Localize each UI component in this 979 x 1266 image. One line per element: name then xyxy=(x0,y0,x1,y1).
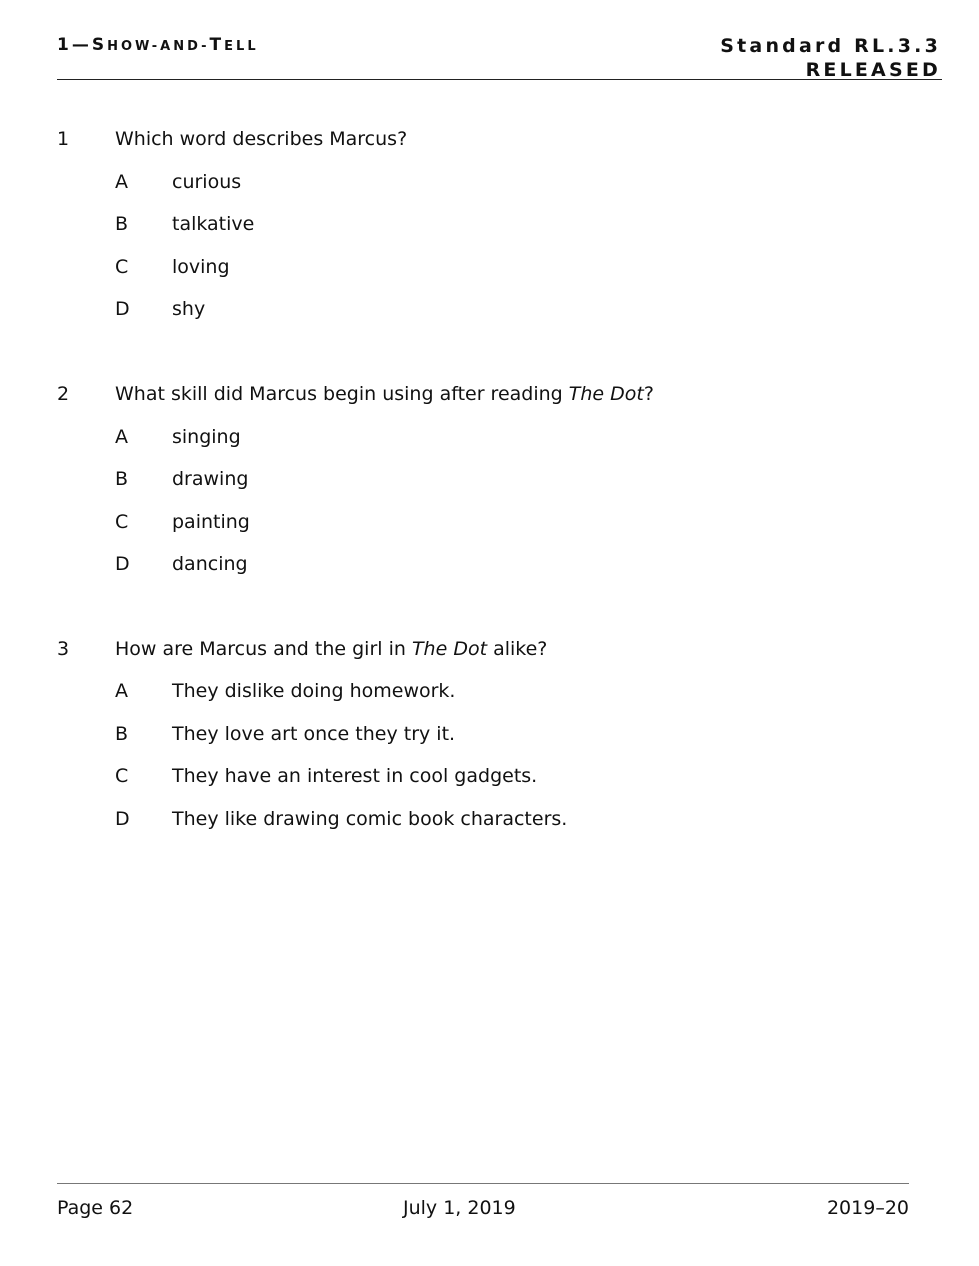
stem-text: Which word describes Marcus? xyxy=(115,128,408,150)
option-text: loving xyxy=(172,256,230,278)
section-dash: — xyxy=(71,35,92,55)
question-stem xyxy=(115,638,547,660)
question-stem xyxy=(115,383,654,405)
stem-text: How are Marcus and the girl in xyxy=(115,638,412,660)
option-text: talkative xyxy=(172,213,255,235)
stem-text: What skill did Marcus begin using after reading xyxy=(115,383,569,405)
question-number: 3 xyxy=(57,638,70,660)
stem-title: The Dot xyxy=(568,383,644,405)
option-letter: B xyxy=(115,213,129,235)
option-text: dancing xyxy=(172,553,248,575)
header-right xyxy=(720,34,941,82)
option-letter: D xyxy=(115,808,130,830)
question-number: 2 xyxy=(57,383,70,405)
option-letter: A xyxy=(115,171,128,193)
stem-text: alike? xyxy=(487,638,548,660)
stem-text: ? xyxy=(643,383,654,405)
page-number: Page 62 xyxy=(57,1197,134,1219)
released-label: RELEASED xyxy=(805,59,941,81)
standard-label: Standard RL.3.3 xyxy=(720,35,941,57)
option-text: curious xyxy=(172,171,242,193)
option-text: They dislike doing homework. xyxy=(172,680,456,702)
option-text: singing xyxy=(172,426,241,448)
option-letter: B xyxy=(115,723,129,745)
footer-date: July 1, 2019 xyxy=(403,1197,516,1219)
section-title xyxy=(57,35,259,55)
option-letter: B xyxy=(115,468,129,490)
option-text: They like drawing comic book characters. xyxy=(172,808,568,830)
option-letter: D xyxy=(115,298,130,320)
question-stem xyxy=(115,128,407,150)
option-text: painting xyxy=(172,511,250,533)
footer-year: 2019–20 xyxy=(826,1197,909,1219)
option-letter: A xyxy=(115,680,128,702)
section-title-initial: T xyxy=(209,35,225,55)
option-text: shy xyxy=(172,298,206,320)
option-letter: A xyxy=(115,426,128,448)
question-number: 1 xyxy=(57,128,70,150)
option-letter: D xyxy=(115,553,130,575)
footer-divider xyxy=(57,1183,909,1184)
section-title-part: HOW xyxy=(107,39,152,54)
option-text: drawing xyxy=(172,468,249,490)
option-letter: C xyxy=(115,256,129,278)
header-divider xyxy=(57,79,942,80)
section-title-part: ELL xyxy=(224,39,259,54)
section-title-part: -AND- xyxy=(151,39,210,54)
option-letter: C xyxy=(115,765,129,787)
section-title-initial: S xyxy=(91,35,108,55)
section-number: 1 xyxy=(57,35,72,55)
option-text: They have an interest in cool gadgets. xyxy=(172,765,538,787)
option-letter: C xyxy=(115,511,129,533)
option-text: They love art once they try it. xyxy=(172,723,456,745)
stem-title: The Dot xyxy=(411,638,488,660)
